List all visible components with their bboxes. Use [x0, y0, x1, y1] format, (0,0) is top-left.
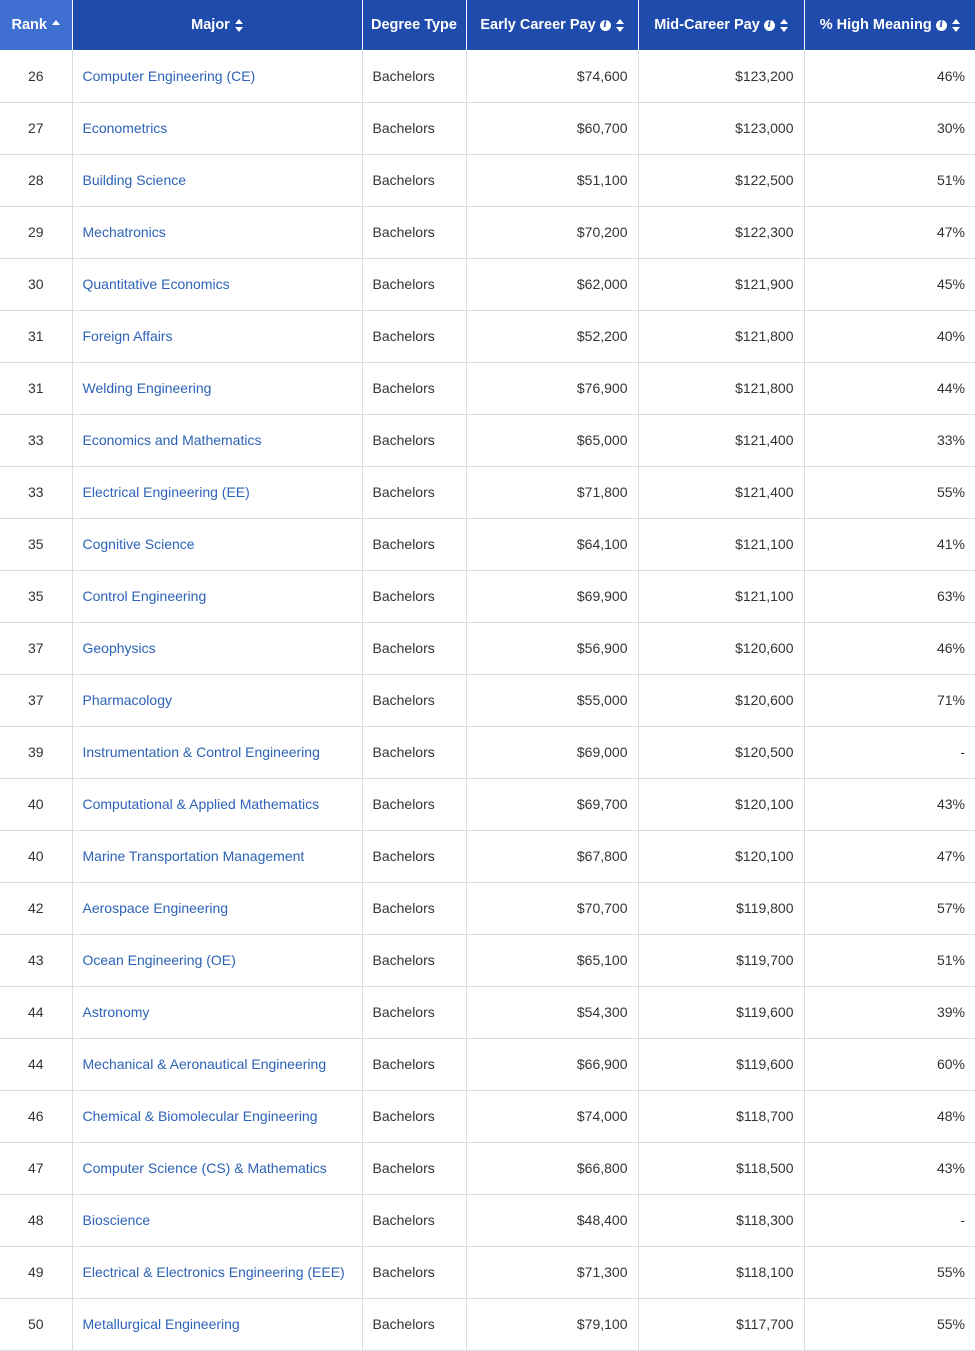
table-row [0, 674, 975, 726]
early-career-pay-cell: $70,700 [466, 882, 638, 934]
major-cell [72, 1142, 362, 1194]
major-link[interactable]: Economics and Mathematics [82, 432, 262, 448]
major-link[interactable]: Welding Engineering [82, 380, 212, 396]
major-cell [72, 154, 362, 206]
rank-cell: 37 [0, 622, 72, 674]
rank-cell: 40 [0, 830, 72, 882]
major-cell [72, 102, 362, 154]
mid-career-pay-cell: $122,500 [638, 154, 804, 206]
early-career-pay-cell: $51,100 [466, 154, 638, 206]
rank-cell: 44 [0, 986, 72, 1038]
table-row [0, 622, 975, 674]
mid-career-pay-cell: $121,900 [638, 258, 804, 310]
major-link[interactable]: Mechanical & Aeronautical Engineering [82, 1056, 327, 1072]
table-row [0, 570, 975, 622]
degree-type-cell: Bachelors [362, 206, 466, 258]
high-meaning-cell: 40% [804, 310, 975, 362]
rank-cell: 35 [0, 518, 72, 570]
rank-cell: 33 [0, 414, 72, 466]
degree-type-cell: Bachelors [362, 622, 466, 674]
degree-type-cell: Bachelors [362, 830, 466, 882]
high-meaning-column-header[interactable] [804, 0, 975, 50]
sort-icon [235, 19, 243, 32]
table-row [0, 882, 975, 934]
major-cell [72, 986, 362, 1038]
table-row [0, 1194, 975, 1246]
header-row [0, 0, 975, 50]
early-career-pay-cell: $56,900 [466, 622, 638, 674]
major-cell [72, 726, 362, 778]
high-meaning-cell: 60% [804, 1038, 975, 1090]
high-meaning-cell: 43% [804, 1142, 975, 1194]
early-career-pay-cell: $71,300 [466, 1246, 638, 1298]
sort-icon [952, 19, 960, 32]
high-meaning-cell: 55% [804, 1298, 975, 1350]
table-row [0, 362, 975, 414]
info-icon[interactable]: i [600, 20, 611, 31]
early-career-pay-cell: $71,800 [466, 466, 638, 518]
mid-career-pay-cell: $121,100 [638, 570, 804, 622]
table-row [0, 726, 975, 778]
early-career-pay-cell: $70,200 [466, 206, 638, 258]
rank-cell: 37 [0, 674, 72, 726]
major-link[interactable]: Computer Engineering (CE) [82, 67, 256, 84]
mid-career-pay-cell: $121,100 [638, 518, 804, 570]
major-cell [72, 50, 362, 102]
rank-cell: 43 [0, 934, 72, 986]
mid-career-pay-cell: $119,600 [638, 986, 804, 1038]
table-row [0, 466, 975, 518]
major-link[interactable]: Bioscience [82, 1212, 151, 1228]
early-career-pay-cell: $66,800 [466, 1142, 638, 1194]
early-career-pay-column-header[interactable] [466, 0, 638, 50]
early-career-pay-cell: $60,700 [466, 102, 638, 154]
sort-ascending-icon [52, 19, 60, 32]
early-career-pay-cell: $67,800 [466, 830, 638, 882]
high-meaning-header-label: % High Meaning [819, 17, 932, 34]
major-link[interactable]: Aerospace Engineering [82, 900, 229, 916]
high-meaning-cell: 63% [804, 570, 975, 622]
degree-type-header-label: Degree Type [371, 17, 457, 34]
early-career-pay-cell: $62,000 [466, 258, 638, 310]
major-cell [72, 258, 362, 310]
rank-cell: 28 [0, 154, 72, 206]
degree-type-cell: Bachelors [362, 518, 466, 570]
sort-icon [780, 19, 788, 32]
info-icon[interactable]: i [764, 20, 775, 31]
early-career-pay-cell: $74,600 [466, 50, 638, 102]
table-row [0, 1090, 975, 1142]
rank-cell: 31 [0, 310, 72, 362]
early-career-pay-header-label: Early Career Pay [480, 17, 596, 34]
high-meaning-cell: - [804, 1194, 975, 1246]
early-career-pay-cell: $48,400 [466, 1194, 638, 1246]
mid-career-pay-cell: $121,400 [638, 414, 804, 466]
high-meaning-cell: 46% [804, 50, 975, 102]
rank-cell: 47 [0, 1142, 72, 1194]
mid-career-pay-cell: $120,500 [638, 726, 804, 778]
high-meaning-cell: 57% [804, 882, 975, 934]
mid-career-pay-cell: $120,600 [638, 622, 804, 674]
mid-career-pay-cell: $120,600 [638, 674, 804, 726]
early-career-pay-cell: $65,100 [466, 934, 638, 986]
mid-career-pay-cell: $118,300 [638, 1194, 804, 1246]
major-link[interactable]: Building Science [82, 172, 187, 188]
major-cell [72, 1298, 362, 1350]
degree-type-cell: Bachelors [362, 310, 466, 362]
major-cell [72, 310, 362, 362]
table-body [0, 50, 975, 1350]
mid-career-pay-cell: $118,700 [638, 1090, 804, 1142]
rank-cell: 33 [0, 466, 72, 518]
high-meaning-cell: 43% [804, 778, 975, 830]
high-meaning-cell: 48% [804, 1090, 975, 1142]
major-link[interactable]: Metallurgical Engineering [82, 1316, 240, 1332]
early-career-pay-cell: $69,900 [466, 570, 638, 622]
major-cell [72, 414, 362, 466]
degree-type-cell: Bachelors [362, 726, 466, 778]
early-career-pay-cell: $69,700 [466, 778, 638, 830]
major-link[interactable]: Cognitive Science [82, 536, 195, 552]
mid-career-pay-cell: $123,200 [638, 50, 804, 102]
major-link[interactable]: Marine Transportation Management [82, 848, 305, 864]
major-cell [72, 622, 362, 674]
mid-career-pay-cell: $119,800 [638, 882, 804, 934]
major-cell [72, 206, 362, 258]
major-link[interactable]: Control Engineering [82, 588, 207, 604]
degree-type-cell: Bachelors [362, 102, 466, 154]
table-row [0, 986, 975, 1038]
degree-type-cell: Bachelors [362, 466, 466, 518]
degree-type-cell: Bachelors [362, 570, 466, 622]
mid-career-pay-cell: $121,800 [638, 362, 804, 414]
table-row [0, 1246, 975, 1298]
rank-cell: 26 [0, 50, 72, 102]
major-link[interactable]: Computer Science (CS) & Mathematics [82, 1160, 327, 1176]
early-career-pay-cell: $69,000 [466, 726, 638, 778]
degree-type-cell: Bachelors [362, 1194, 466, 1246]
mid-career-pay-cell: $120,100 [638, 830, 804, 882]
high-meaning-cell: 44% [804, 362, 975, 414]
mid-career-pay-cell: $121,400 [638, 466, 804, 518]
degree-type-cell: Bachelors [362, 1142, 466, 1194]
major-cell [72, 934, 362, 986]
mid-career-pay-cell: $119,600 [638, 1038, 804, 1090]
info-icon[interactable]: i [936, 20, 947, 31]
rank-cell: 35 [0, 570, 72, 622]
rank-cell: 29 [0, 206, 72, 258]
high-meaning-cell: 33% [804, 414, 975, 466]
rank-cell: 50 [0, 1298, 72, 1350]
table-row [0, 154, 975, 206]
rank-cell: 27 [0, 102, 72, 154]
table-row [0, 258, 975, 310]
major-link[interactable]: Astronomy [82, 1004, 150, 1020]
major-link[interactable]: Quantitative Economics [82, 276, 230, 292]
early-career-pay-cell: $65,000 [466, 414, 638, 466]
major-link[interactable]: Instrumentation & Control Engineering [82, 744, 320, 760]
major-column-header[interactable] [72, 0, 362, 50]
early-career-pay-cell: $55,000 [466, 674, 638, 726]
table-row [0, 1142, 975, 1194]
mid-career-pay-cell: $122,300 [638, 206, 804, 258]
high-meaning-cell: 30% [804, 102, 975, 154]
high-meaning-cell: 55% [804, 1246, 975, 1298]
degree-type-cell: Bachelors [362, 778, 466, 830]
major-link[interactable]: Electrical Engineering (EE) [82, 484, 250, 500]
major-link[interactable]: Mechatronics [82, 224, 166, 240]
mid-career-pay-cell: $118,100 [638, 1246, 804, 1298]
major-cell [72, 1038, 362, 1090]
major-link[interactable]: Electrical & Electronics Engineering (EEE) [82, 1264, 345, 1280]
degree-type-cell: Bachelors [362, 1090, 466, 1142]
degree-type-cell: Bachelors [362, 934, 466, 986]
mid-career-pay-cell: $119,700 [638, 934, 804, 986]
major-cell [72, 1090, 362, 1142]
major-link[interactable]: Pharmacology [82, 692, 172, 708]
mid-career-pay-cell: $121,800 [638, 310, 804, 362]
early-career-pay-cell: $79,100 [466, 1298, 638, 1350]
major-cell [72, 674, 362, 726]
table-row [0, 102, 975, 154]
major-cell [72, 570, 362, 622]
degree-type-cell: Bachelors [362, 1038, 466, 1090]
mid-career-pay-column-header[interactable] [638, 0, 804, 50]
degree-type-cell: Bachelors [362, 258, 466, 310]
major-cell [72, 518, 362, 570]
rank-cell: 31 [0, 362, 72, 414]
major-header-label: Major [191, 17, 230, 34]
high-meaning-cell: 71% [804, 674, 975, 726]
high-meaning-cell: 46% [804, 622, 975, 674]
table-row [0, 1038, 975, 1090]
high-meaning-cell: 41% [804, 518, 975, 570]
rank-cell: 49 [0, 1246, 72, 1298]
sort-icon [616, 19, 624, 32]
table-row [0, 830, 975, 882]
high-meaning-cell: 47% [804, 206, 975, 258]
table-row [0, 778, 975, 830]
early-career-pay-cell: $64,100 [466, 518, 638, 570]
mid-career-pay-cell: $120,100 [638, 778, 804, 830]
table-row [0, 206, 975, 258]
early-career-pay-cell: $76,900 [466, 362, 638, 414]
degree-type-cell: Bachelors [362, 882, 466, 934]
early-career-pay-cell: $74,000 [466, 1090, 638, 1142]
major-cell [72, 362, 362, 414]
major-cell [72, 1246, 362, 1298]
degree-type-cell: Bachelors [362, 154, 466, 206]
degree-type-cell: Bachelors [362, 986, 466, 1038]
major-cell [72, 830, 362, 882]
table-row [0, 518, 975, 570]
high-meaning-cell: 45% [804, 258, 975, 310]
rank-header-label: Rank [11, 17, 47, 34]
degree-type-cell: Bachelors [362, 674, 466, 726]
degree-type-cell: Bachelors [362, 414, 466, 466]
table-row [0, 414, 975, 466]
mid-career-pay-header-label: Mid-Career Pay [654, 17, 760, 34]
high-meaning-cell: 55% [804, 466, 975, 518]
early-career-pay-cell: $54,300 [466, 986, 638, 1038]
major-cell [72, 778, 362, 830]
mid-career-pay-cell: $118,500 [638, 1142, 804, 1194]
major-link[interactable]: Computational & Applied Mathematics [82, 796, 320, 812]
high-meaning-cell: 51% [804, 934, 975, 986]
table-row [0, 310, 975, 362]
major-cell [72, 882, 362, 934]
table-row [0, 934, 975, 986]
mid-career-pay-cell: $117,700 [638, 1298, 804, 1350]
degree-type-cell: Bachelors [362, 1246, 466, 1298]
degree-type-column-header [362, 0, 466, 50]
degree-type-cell: Bachelors [362, 50, 466, 102]
major-link[interactable]: Foreign Affairs [82, 328, 173, 344]
major-link[interactable]: Chemical & Biomolecular Engineering [82, 1108, 318, 1124]
degree-type-cell: Bachelors [362, 362, 466, 414]
table-row [0, 50, 975, 102]
early-career-pay-cell: $66,900 [466, 1038, 638, 1090]
table-row [0, 1298, 975, 1350]
rank-cell: 42 [0, 882, 72, 934]
high-meaning-cell: - [804, 726, 975, 778]
high-meaning-cell: 39% [804, 986, 975, 1038]
major-link[interactable]: Ocean Engineering (OE) [82, 952, 236, 968]
high-meaning-cell: 51% [804, 154, 975, 206]
major-link[interactable]: Geophysics [82, 640, 156, 656]
early-career-pay-cell: $52,200 [466, 310, 638, 362]
rank-cell: 48 [0, 1194, 72, 1246]
rank-cell: 30 [0, 258, 72, 310]
major-link[interactable]: Econometrics [82, 120, 168, 136]
high-meaning-cell: 47% [804, 830, 975, 882]
rank-cell: 44 [0, 1038, 72, 1090]
major-cell [72, 1194, 362, 1246]
table-header [0, 0, 975, 50]
mid-career-pay-cell: $123,000 [638, 102, 804, 154]
rank-cell: 39 [0, 726, 72, 778]
rank-cell: 46 [0, 1090, 72, 1142]
rank-cell: 40 [0, 778, 72, 830]
major-cell [72, 466, 362, 518]
degree-type-cell: Bachelors [362, 1298, 466, 1350]
rank-column-header[interactable] [0, 0, 72, 50]
